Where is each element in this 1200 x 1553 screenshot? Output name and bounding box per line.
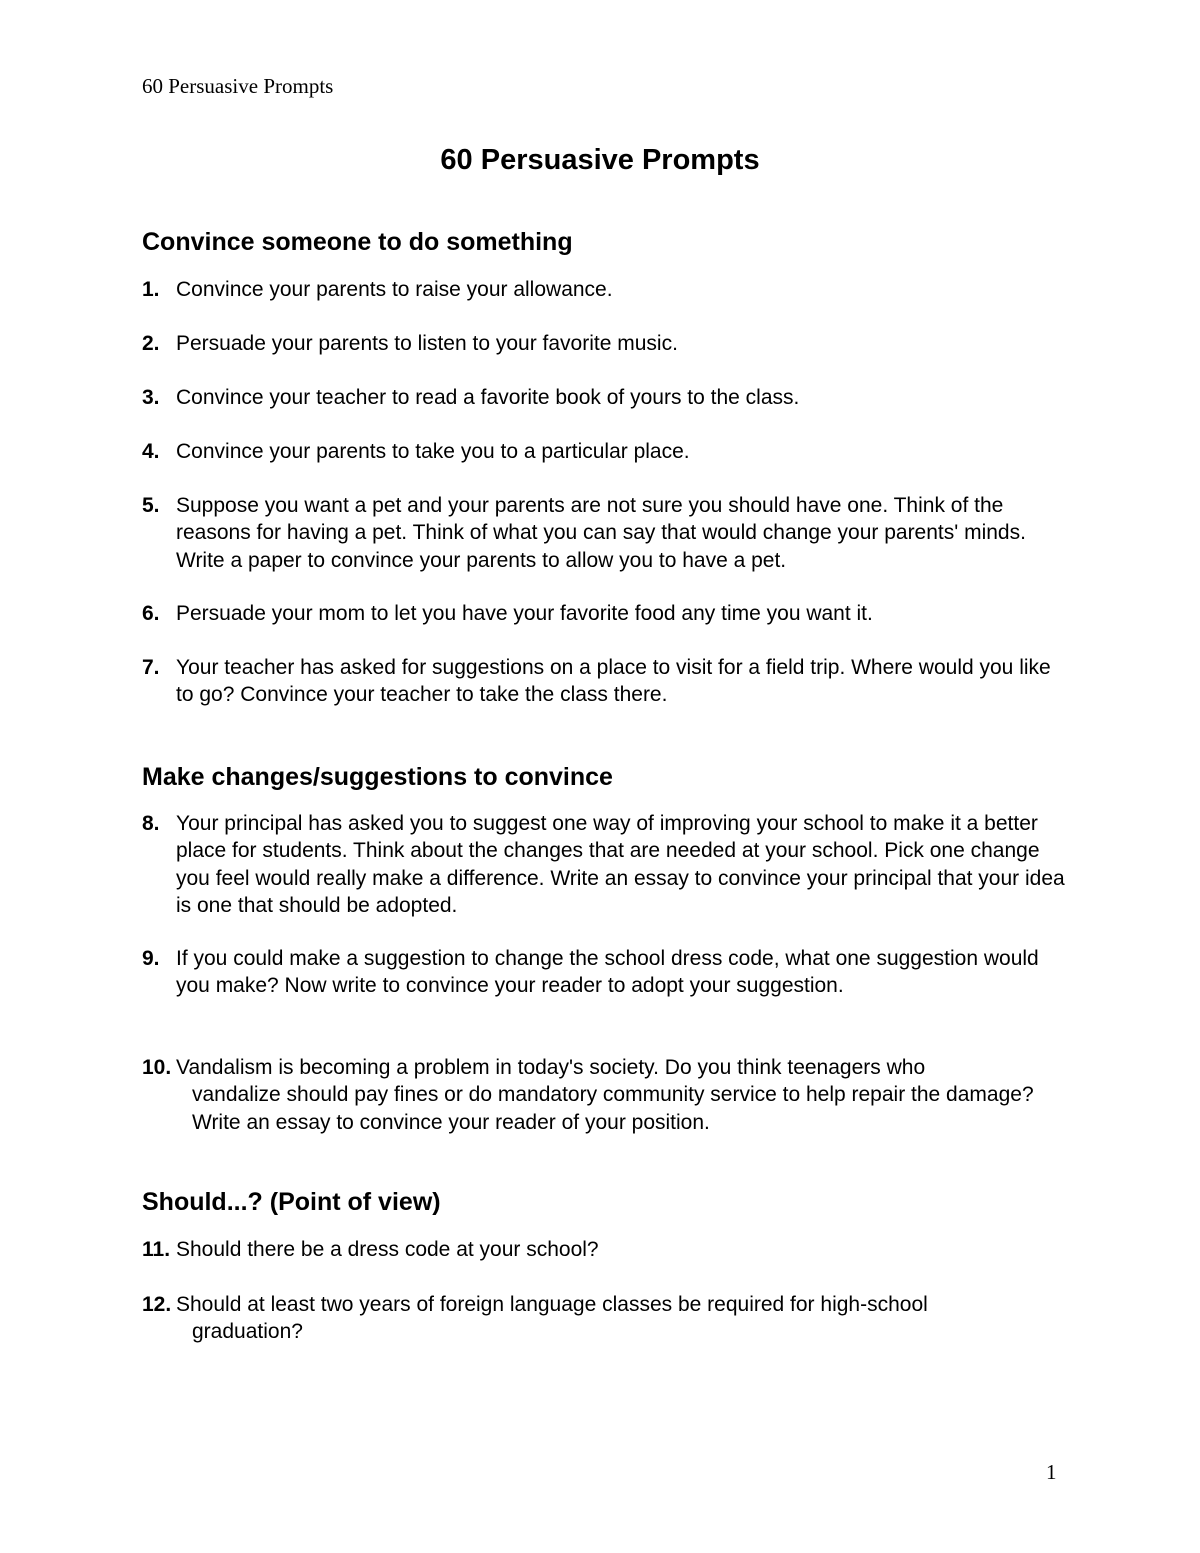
item-number: 5.: [142, 494, 160, 517]
page-title: 60 Persuasive Prompts: [440, 144, 760, 176]
item-number: 6.: [142, 602, 160, 625]
list-item: [142, 945, 1067, 1000]
list-item: [142, 276, 1067, 303]
item-text: Convince your teacher to read a favorite book of yours to the class.: [176, 386, 800, 409]
item-number: 11.: [142, 1238, 171, 1261]
item-text-continuation: graduation?: [192, 1320, 303, 1344]
item-number: 1.: [142, 278, 160, 301]
item-number: 3.: [142, 386, 160, 409]
item-text: Persuade your mom to let you have your favorite food any time you want it.: [176, 602, 873, 625]
running-header: 60 Persuasive Prompts: [142, 74, 334, 98]
page-number: 1: [1046, 1460, 1057, 1484]
list-item: [142, 1236, 1067, 1263]
item-number: 2.: [142, 332, 160, 355]
list-item: [142, 810, 1067, 919]
item-number: 9.: [142, 947, 160, 970]
item-text: Persuade your parents to listen to your favorite music.: [176, 332, 678, 355]
item-text: Your principal has asked you to suggest one way of improving your school to make it a better place for students. Think about the changes that are needed at your school. Pick one change you feel would really make a difference. Write an essay to convince your principal that your idea is one that should be adopted.: [176, 812, 1065, 917]
item-text-continuation: vandalize should pay fines or do mandatory community service to help repair the damage? Write an essay to convince your reader of your position.: [192, 1083, 1034, 1134]
item-number: 7.: [142, 656, 160, 679]
list-item: [142, 438, 1067, 465]
item-number: 12.: [142, 1293, 172, 1316]
item-text: Convince your parents to raise your allowance.: [176, 278, 613, 301]
list-item: [142, 492, 1067, 574]
item-text: Suppose you want a pet and your parents are not sure you should have one. Think of the reasons for having a pet. Think of what you can say that would change your parents' minds. Write a paper to convince your parents to allow you to have a pet.: [176, 494, 1026, 572]
list-item: [142, 1054, 1067, 1136]
item-text: Should there be a dress code at your school?: [176, 1238, 599, 1261]
list-item: [142, 600, 1067, 627]
item-text: [142, 1054, 1067, 1136]
list-item: [142, 1291, 1067, 1346]
list-item: [142, 654, 1067, 709]
item-text: Convince your parents to take you to a particular place.: [176, 440, 690, 463]
item-text: If you could make a suggestion to change the school dress code, what one suggestion would you make? Now write to convince your reader to adopt your suggestion.: [176, 947, 1039, 998]
list-item: [142, 330, 1067, 357]
section-heading-should: Should...? (Point of view): [142, 1188, 441, 1216]
item-number: 10.: [142, 1056, 172, 1079]
section-heading-changes: Make changes/suggestions to convince: [142, 763, 613, 791]
item-text: Your teacher has asked for suggestions on a place to visit for a field trip. Where would you like to go? Convince your teacher to take the class there.: [176, 656, 1051, 707]
item-number: 8.: [142, 812, 160, 835]
item-text: [142, 1291, 1067, 1346]
item-text-first-line: Vandalism is becoming a problem in today's society. Do you think teenagers who: [176, 1056, 926, 1079]
item-number: 4.: [142, 440, 160, 463]
item-text-first-line: Should at least two years of foreign language classes be required for high-school: [176, 1293, 928, 1316]
section-heading-convince: Convince someone to do something: [142, 228, 573, 256]
list-item: [142, 384, 1067, 411]
